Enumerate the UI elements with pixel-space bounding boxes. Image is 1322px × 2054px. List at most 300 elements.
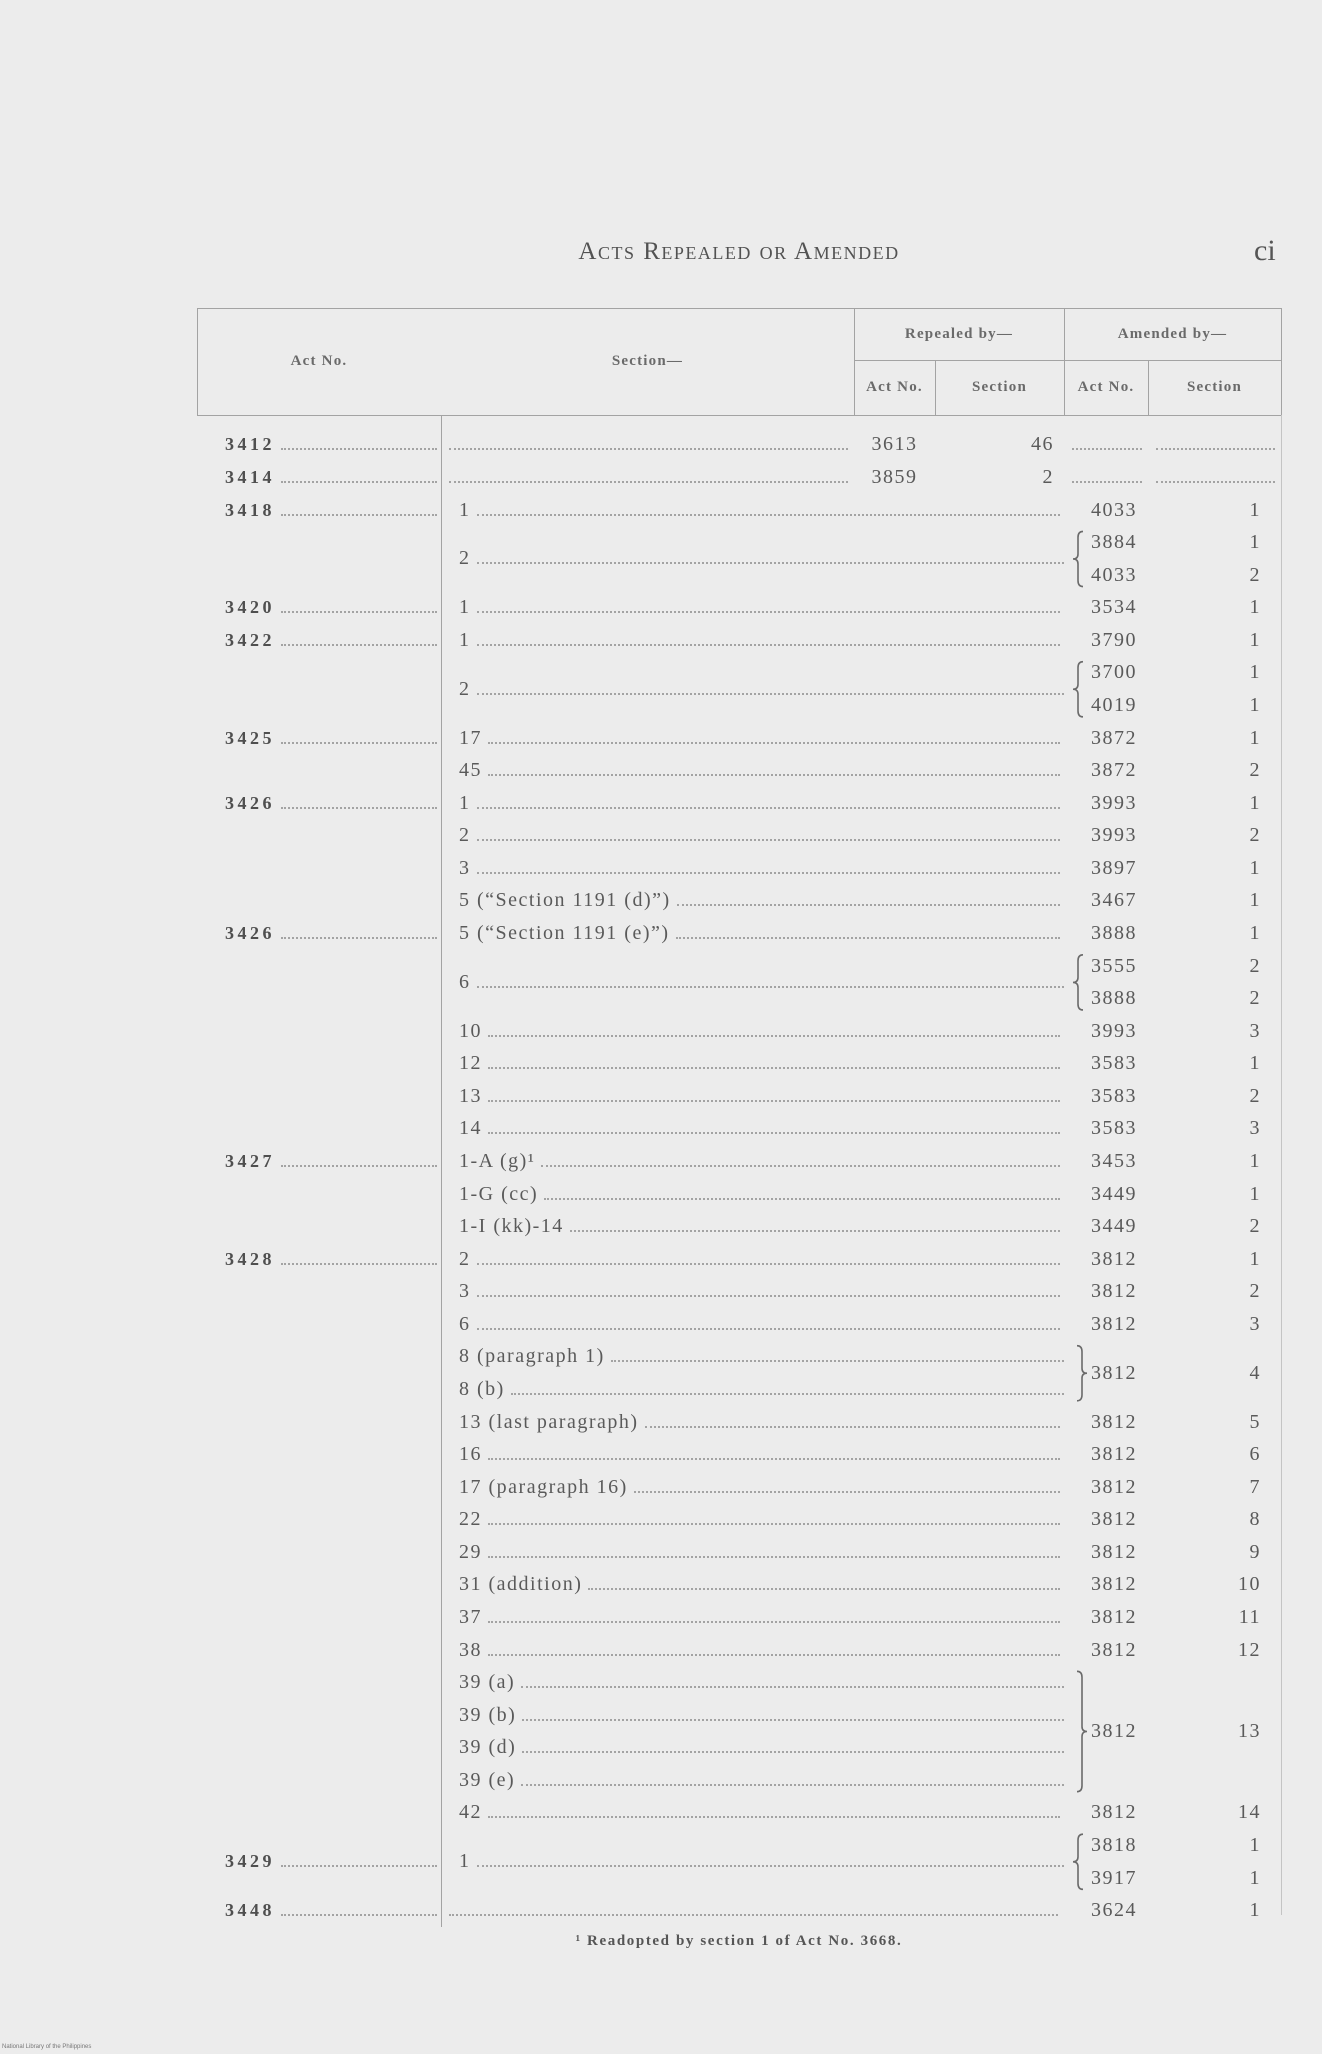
amended-section-cell (1148, 787, 1281, 820)
amended-section: 14 (1238, 1801, 1261, 1824)
amended-act-no-cell (1064, 1406, 1148, 1439)
amended-section: 1 (1249, 1182, 1261, 1205)
section-label: 1-A (g)¹ (459, 1150, 536, 1173)
act-number-cell (197, 1894, 441, 1927)
amended-section-cell (1148, 1308, 1281, 1341)
dot-leader (588, 1588, 1060, 1590)
section-label-cell (441, 1406, 1064, 1439)
amended-section: 1 (1249, 1052, 1261, 1075)
section-label-cell (441, 1145, 1064, 1178)
amended-section-cell (1148, 1178, 1281, 1211)
section-label: 42 (459, 1801, 482, 1824)
repealed-section-cell (935, 461, 1064, 494)
section-label: 1 (459, 498, 471, 521)
section-label-cell (441, 1764, 1068, 1797)
section-label: 5 (“Section 1191 (d)”) (459, 889, 671, 912)
section-label-cell (441, 1341, 1068, 1374)
dot-leader (477, 872, 1061, 874)
section-label-cell (441, 722, 1064, 755)
footnote: ¹ Readopted by section 1 of Act No. 3668. (575, 1933, 903, 1949)
section-label-cell (441, 1536, 1064, 1569)
dot-leader (544, 1198, 1060, 1200)
dot-leader (477, 514, 1061, 516)
section-label-cell (441, 624, 1064, 657)
amended-act-no-cell (1064, 787, 1148, 820)
amended-act-no: 3812 (1091, 1719, 1137, 1742)
amended-act-no-cell (1064, 1341, 1148, 1406)
section-label: 39 (e) (459, 1768, 516, 1791)
amended-act-no-cell (1064, 494, 1148, 527)
dot-leader (449, 1914, 1058, 1916)
amended-act-no: 3467 (1091, 889, 1137, 912)
amended-act-no-cell (1064, 1504, 1148, 1537)
amended-section-cell (1148, 1504, 1281, 1537)
section-label-cell (441, 1634, 1064, 1667)
section-label-cell (441, 1504, 1064, 1537)
section-label: 38 (459, 1638, 482, 1661)
section-label: 2 (459, 547, 471, 570)
amended-act-no: 3812 (1091, 1443, 1137, 1466)
section-label-cell (441, 1732, 1068, 1765)
amended-leader-cell (1064, 461, 1148, 494)
amended-section-cell (1148, 1276, 1281, 1309)
dot-leader (488, 1458, 1060, 1460)
amended-act-no: 3917 (1091, 1866, 1137, 1889)
scan-credit: National Library of the Philippines (2, 2044, 92, 2050)
amended-act-no: 3812 (1091, 1573, 1137, 1596)
amended-act-no: 3812 (1091, 1247, 1137, 1270)
section-leader-cell (441, 1894, 1064, 1927)
amended-section-cell (1148, 559, 1281, 592)
amended-section: 2 (1249, 1280, 1261, 1303)
header-bottom-rule (197, 415, 1281, 416)
amended-act-no-cell (1064, 1601, 1148, 1634)
dot-leader (1072, 481, 1142, 483)
dot-leader (522, 1751, 1064, 1753)
amended-section-cell (1148, 982, 1281, 1015)
section-label: 2 (459, 1247, 471, 1270)
section-label: 1 (459, 791, 471, 814)
dot-leader (488, 1035, 1060, 1037)
dot-leader (521, 1686, 1064, 1688)
section-label-cell (441, 1829, 1068, 1894)
dot-leader (570, 1230, 1060, 1232)
section-leader-cell (441, 461, 854, 494)
dot-leader (281, 937, 437, 939)
section-label-cell (441, 1080, 1064, 1113)
amended-act-no-cell (1064, 592, 1148, 625)
amended-section: 2 (1249, 563, 1261, 586)
amended-section-cell (1148, 624, 1281, 657)
amended-act-no-cell (1064, 1210, 1148, 1243)
amended-act-no: 3872 (1091, 759, 1137, 782)
dot-leader (281, 742, 437, 744)
section-label: 37 (459, 1606, 482, 1628)
table-right-border (1281, 415, 1282, 1915)
amended-section: 1 (1249, 889, 1261, 912)
section-label: 14 (459, 1117, 482, 1140)
amended-section-cell (1148, 1536, 1281, 1569)
amended-act-no: 3812 (1091, 1475, 1137, 1498)
amended-section: 1 (1249, 661, 1261, 684)
amended-section: 1 (1249, 694, 1261, 717)
act-number: 3448 (225, 1900, 275, 1921)
amended-section-cell (1148, 852, 1281, 885)
amended-section: 2 (1249, 824, 1261, 847)
amended-act-no: 3884 (1091, 531, 1137, 554)
act-number: 3427 (225, 1151, 275, 1172)
dot-leader (477, 1865, 1065, 1867)
section-label: 10 (459, 1019, 482, 1042)
amended-section-cell (1148, 1471, 1281, 1504)
dot-leader (488, 1100, 1060, 1102)
act-number: 3418 (225, 499, 275, 520)
dot-leader (541, 1165, 1060, 1167)
amended-section-cell (1148, 1080, 1281, 1113)
repealed-act-no-cell (854, 461, 935, 494)
amended-act-no: 3897 (1091, 856, 1137, 879)
amended-act-no: 3790 (1091, 628, 1137, 651)
section-label: 2 (459, 824, 471, 847)
amended-act-no-cell (1064, 1178, 1148, 1211)
amended-section: 1 (1249, 596, 1261, 619)
section-label: 5 (“Section 1191 (e)”) (459, 922, 670, 945)
dot-leader (281, 1865, 437, 1867)
amended-act-no-cell (1064, 1276, 1148, 1309)
act-number: 3426 (225, 792, 275, 813)
amended-section-cell (1148, 1601, 1281, 1634)
header-amended-section: Section (1186, 379, 1243, 395)
amended-section: 1 (1249, 791, 1261, 814)
amended-section: 2 (1249, 1084, 1261, 1107)
amended-section: 3 (1249, 1117, 1261, 1140)
act-number-cell (197, 1829, 441, 1894)
section-label-cell (441, 1471, 1064, 1504)
act-number: 3420 (225, 597, 275, 618)
amended-act-no-cell (1064, 852, 1148, 885)
section-label: 39 (b) (459, 1703, 517, 1726)
amended-act-no-cell (1064, 754, 1148, 787)
amended-act-no: 3453 (1091, 1150, 1137, 1173)
section-label-cell (441, 1666, 1068, 1699)
amended-section-cell (1148, 754, 1281, 787)
header-act-no: Act No. (290, 353, 348, 369)
section-label-cell (441, 1015, 1064, 1048)
dot-leader (522, 1719, 1064, 1721)
act-number-cell (197, 624, 441, 657)
act-number-cell (197, 722, 441, 755)
amended-act-no-cell (1064, 1438, 1148, 1471)
dot-leader (611, 1360, 1064, 1362)
dot-leader (477, 644, 1061, 646)
amended-section-cell (1148, 722, 1281, 755)
section-label: 16 (459, 1443, 482, 1466)
amended-act-no: 3812 (1091, 1508, 1137, 1531)
amended-act-no: 3993 (1091, 791, 1137, 814)
section-label-cell (441, 1569, 1064, 1602)
amended-section-cell (1148, 1894, 1281, 1927)
amended-leader-cell (1148, 429, 1281, 462)
repealed-section: 2 (1042, 466, 1054, 489)
amended-section-cell (1148, 1406, 1281, 1439)
amended-act-no: 4033 (1091, 563, 1137, 586)
act-number: 3414 (225, 467, 275, 488)
amended-section: 1 (1249, 628, 1261, 651)
amended-section-cell (1148, 1569, 1281, 1602)
dot-leader (1156, 481, 1275, 483)
act-number: 3412 (225, 434, 275, 455)
section-label: 29 (459, 1540, 482, 1563)
amended-act-no: 3449 (1091, 1182, 1137, 1205)
amended-section-cell (1148, 885, 1281, 918)
amended-section: 12 (1238, 1638, 1261, 1661)
amended-section-cell (1148, 1634, 1281, 1667)
amended-section-cell (1148, 1145, 1281, 1178)
amended-act-no-cell (1064, 1894, 1148, 1927)
section-label: 1 (459, 1850, 471, 1873)
amended-leader-cell (1148, 461, 1281, 494)
amended-section-cell (1148, 820, 1281, 853)
amended-section: 1 (1249, 1247, 1261, 1270)
act-number: 3422 (225, 629, 275, 650)
dot-leader (477, 1328, 1061, 1330)
amended-section: 1 (1249, 1833, 1261, 1856)
amended-act-no: 3812 (1091, 1801, 1137, 1824)
amended-act-no: 3812 (1091, 1540, 1137, 1563)
section-label-cell (441, 1601, 1064, 1634)
dot-leader (1156, 448, 1275, 450)
dot-leader (281, 514, 437, 516)
amended-act-no-cell (1064, 1243, 1148, 1276)
amended-section-cell (1148, 1048, 1281, 1081)
amended-section: 7 (1249, 1475, 1261, 1498)
section-label: 6 (459, 1312, 471, 1335)
amended-section-cell (1148, 1210, 1281, 1243)
amended-section-cell (1148, 917, 1281, 950)
act-number-cell (197, 1243, 441, 1276)
amended-act-no: 3812 (1091, 1312, 1137, 1335)
section-label-cell (441, 657, 1068, 722)
section-label: 1-G (cc) (459, 1182, 539, 1205)
dot-leader (511, 1393, 1064, 1395)
act-number: 3426 (225, 923, 275, 944)
amended-act-no-cell (1064, 722, 1148, 755)
dot-leader (488, 1556, 1060, 1558)
amended-act-no-cell (1064, 1015, 1148, 1048)
header-amended-by: Amended by— (1117, 325, 1228, 342)
section-label: 17 (459, 726, 482, 749)
section-label-cell (441, 852, 1064, 885)
section-label: 22 (459, 1508, 482, 1531)
dot-leader (477, 1295, 1061, 1297)
amended-section: 3 (1249, 1019, 1261, 1042)
amended-section: 1 (1249, 1866, 1261, 1889)
amended-act-no: 3812 (1091, 1606, 1137, 1628)
dot-leader (477, 839, 1061, 841)
amended-act-no: 3818 (1091, 1833, 1137, 1856)
amended-section: 1 (1249, 1150, 1261, 1173)
dot-leader (521, 1784, 1064, 1786)
section-label: 8 (b) (459, 1378, 505, 1400)
amended-section: 2 (1249, 759, 1261, 782)
dot-leader (488, 1654, 1060, 1656)
act-number: 3429 (225, 1851, 275, 1872)
header-amended-act-no: Act No. (1077, 379, 1135, 395)
dot-leader (1072, 448, 1142, 450)
header-repealed-section: Section (971, 379, 1028, 395)
section-label: 12 (459, 1052, 482, 1075)
amended-section-cell (1148, 689, 1281, 722)
section-label: 6 (459, 970, 471, 993)
amended-act-no: 3812 (1091, 1638, 1137, 1661)
section-label: 13 (last paragraph) (459, 1410, 639, 1433)
amended-section-cell (1148, 1243, 1281, 1276)
amended-act-no-cell (1064, 1797, 1148, 1830)
act-number-cell (197, 461, 441, 494)
amended-act-no-cell (1064, 917, 1148, 950)
dot-leader (477, 693, 1065, 695)
dot-leader (281, 1165, 437, 1167)
header-repealed-act-no: Act No. (866, 379, 923, 395)
dot-leader (477, 807, 1061, 809)
amended-act-no-cell (1064, 1080, 1148, 1113)
amended-section: 5 (1249, 1410, 1261, 1433)
amended-act-no: 3555 (1091, 954, 1137, 977)
amended-section-cell (1148, 1797, 1281, 1830)
amended-act-no: 3583 (1091, 1084, 1137, 1107)
amended-act-no-cell (1064, 1048, 1148, 1081)
section-leader-cell (441, 429, 854, 462)
amended-section-cell (1148, 950, 1281, 983)
dot-leader (477, 611, 1061, 613)
section-label-cell (441, 917, 1064, 950)
section-label-cell (441, 1308, 1064, 1341)
act-number-cell (197, 787, 441, 820)
amended-section: 9 (1249, 1540, 1261, 1563)
section-label-cell (441, 1276, 1064, 1309)
amended-act-no: 4019 (1091, 694, 1137, 717)
amended-section-cell (1148, 526, 1281, 559)
amended-act-no: 4033 (1091, 498, 1137, 521)
amended-act-no: 3449 (1091, 1215, 1137, 1238)
repealed-act-no: 3613 (871, 433, 918, 456)
dot-leader (488, 1621, 1060, 1623)
dot-leader (449, 448, 848, 450)
section-label-cell (441, 950, 1068, 1015)
section-label-cell (441, 1178, 1064, 1211)
dot-leader (488, 1132, 1060, 1134)
section-label-cell (441, 1373, 1068, 1406)
amended-section-cell (1148, 1862, 1281, 1895)
amended-section: 1 (1249, 856, 1261, 879)
amended-section: 6 (1249, 1443, 1261, 1466)
amended-section: 1 (1249, 726, 1261, 749)
amended-section: 2 (1249, 1215, 1261, 1238)
dot-leader (477, 986, 1065, 988)
section-label-cell (441, 820, 1064, 853)
amended-section-cell (1148, 657, 1281, 690)
dot-leader (449, 481, 848, 483)
amended-act-no: 3700 (1091, 661, 1137, 684)
amended-section-cell (1148, 1341, 1281, 1406)
amended-act-no-cell (1064, 526, 1148, 559)
section-label: 39 (a) (459, 1671, 516, 1694)
act-number-cell (197, 1145, 441, 1178)
amended-act-no: 3872 (1091, 726, 1137, 749)
amended-act-no: 3993 (1091, 1019, 1137, 1042)
amended-act-no-cell (1064, 1113, 1148, 1146)
section-label: 1 (459, 628, 471, 651)
amended-act-no: 3812 (1091, 1361, 1137, 1384)
section-label: 3 (459, 1280, 471, 1303)
section-label: 1 (459, 596, 471, 619)
dot-leader (477, 562, 1065, 564)
dot-leader (488, 774, 1060, 776)
amended-section: 2 (1249, 987, 1261, 1010)
amended-act-no-cell (1064, 657, 1148, 690)
dot-leader (488, 1067, 1060, 1069)
amended-section-cell (1148, 1113, 1281, 1146)
amended-act-no-cell (1064, 624, 1148, 657)
amended-section-cell (1148, 494, 1281, 527)
dot-leader (676, 937, 1060, 939)
dot-leader (488, 1523, 1060, 1525)
section-label: 2 (459, 677, 471, 700)
act-number-cell (197, 592, 441, 625)
page-title: Acts Repealed or Amended (578, 238, 900, 265)
amended-section: 13 (1238, 1719, 1261, 1742)
amended-act-no-cell (1064, 689, 1148, 722)
amended-act-no-cell (1064, 982, 1148, 1015)
act-number-cell (197, 429, 441, 462)
amended-act-no: 3812 (1091, 1280, 1137, 1303)
amended-section: 3 (1249, 1312, 1261, 1335)
amended-act-no-cell (1064, 1471, 1148, 1504)
section-label: 1-I (kk)-14 (459, 1215, 564, 1238)
header-section: Section— (611, 353, 684, 369)
section-label-cell (441, 1048, 1064, 1081)
dot-leader (281, 644, 437, 646)
page-number: ci (1254, 234, 1276, 267)
dot-leader (488, 1816, 1060, 1818)
section-label-cell (441, 754, 1064, 787)
amended-section: 8 (1249, 1508, 1261, 1531)
section-label-cell (441, 1243, 1064, 1276)
amended-act-no: 3993 (1091, 824, 1137, 847)
amended-section-cell (1148, 1438, 1281, 1471)
amended-act-no-cell (1064, 885, 1148, 918)
section-label: 3 (459, 856, 471, 879)
amended-section: 4 (1249, 1361, 1261, 1384)
repealed-act-no: 3859 (871, 466, 918, 489)
header-repealed-by: Repealed by— (904, 325, 1014, 342)
act-number: 3428 (225, 1248, 275, 1269)
section-label: 8 (paragraph 1) (459, 1345, 605, 1368)
amended-act-no-cell (1064, 1308, 1148, 1341)
section-label-cell (441, 526, 1068, 591)
section-label: 31 (addition) (459, 1573, 583, 1596)
repealed-act-no-cell (854, 429, 935, 462)
amended-section: 1 (1249, 531, 1261, 554)
section-label-cell (441, 1438, 1064, 1471)
act-number-cell (197, 494, 441, 527)
amended-act-no-cell (1064, 820, 1148, 853)
act-number-cell (197, 917, 441, 950)
section-label: 45 (459, 759, 482, 782)
amended-section-cell (1148, 1666, 1281, 1796)
amended-act-no-cell (1064, 1569, 1148, 1602)
section-label-cell (441, 1699, 1068, 1732)
